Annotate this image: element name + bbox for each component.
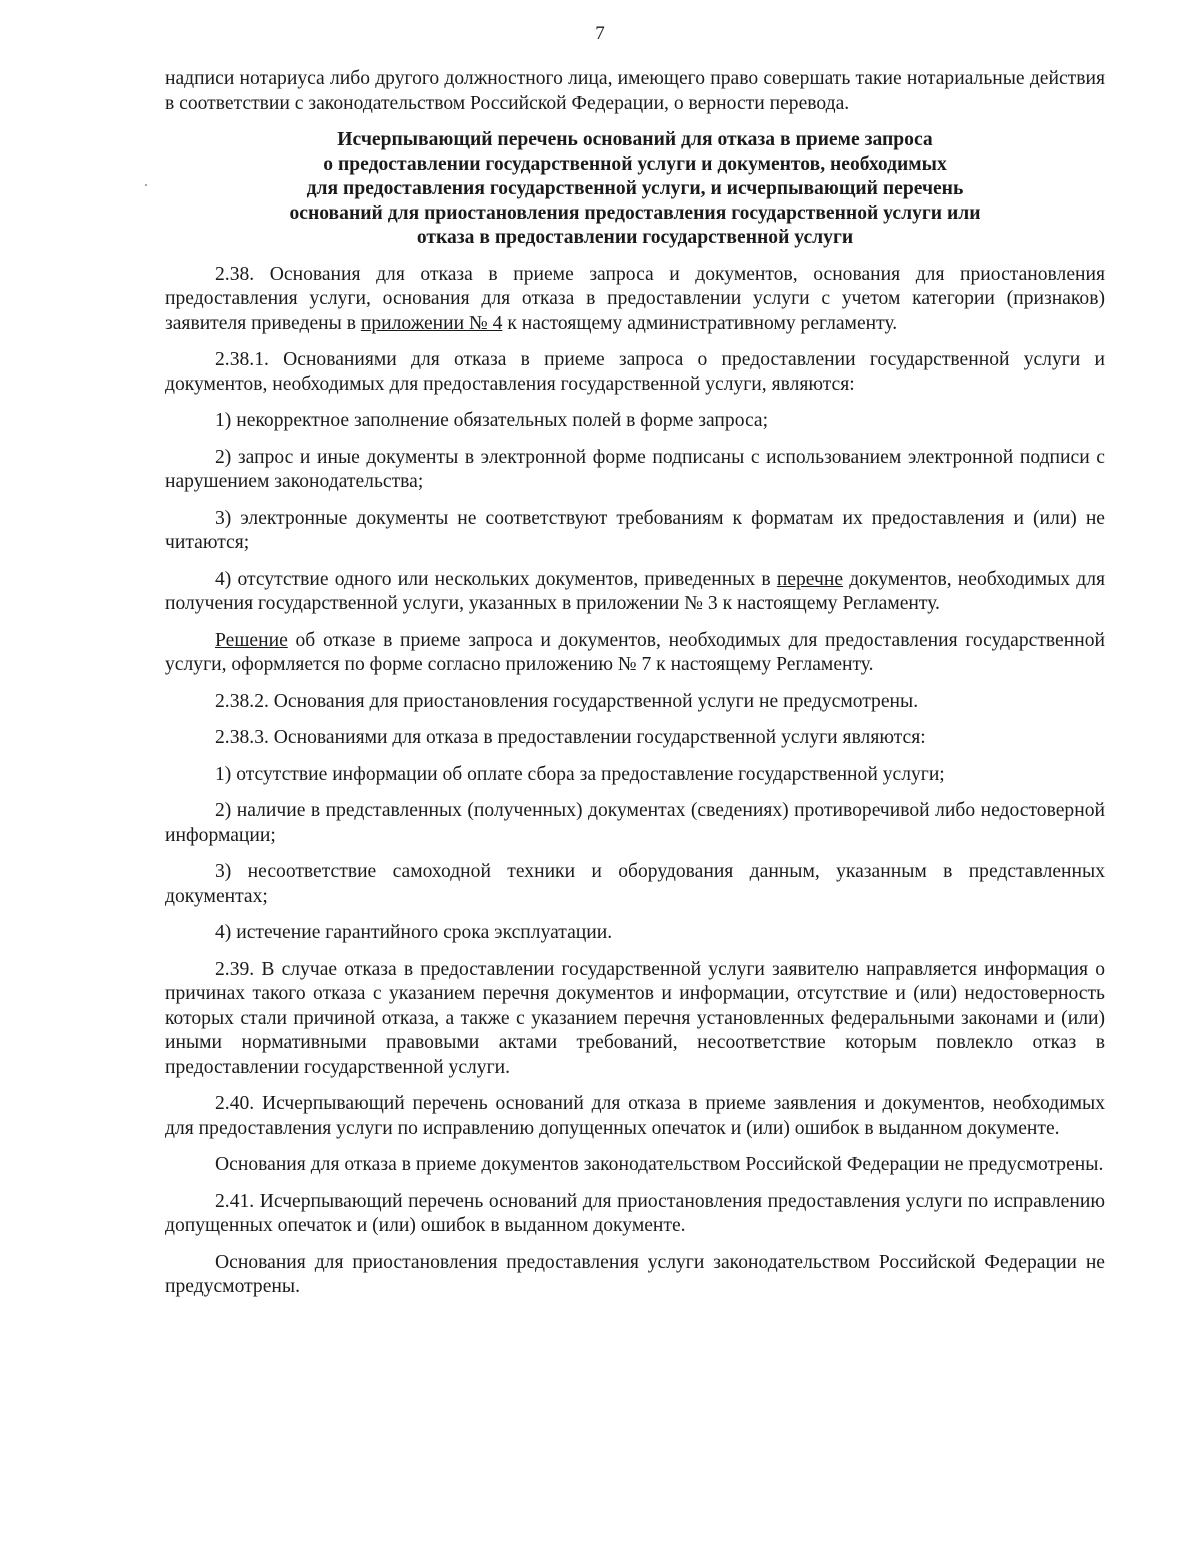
document-body	[165, 67, 1105, 1312]
paragraph-2-38	[165, 263, 1105, 337]
paragraph-2-38-tail: к настоящему административному регламенту.	[502, 312, 898, 334]
paragraph-2-38-text: 2.38. Основания для отказа в приеме запроса и документов, основания для приостановления предоставления услуги, основания для отказа в предоставлении услуги с учетом категории (признаков) заявителя приведены в	[165, 263, 1105, 334]
refusal-reason-1: 1) некорректное заполнение обязательных полей в форме запроса;	[215, 410, 769, 431]
heading-line-4: оснований для приостановления предоставления государственной услуги или	[289, 202, 981, 224]
paragraph-2-40: 2.40. Исчерпывающий перечень оснований для отказа в приеме заявления и документов, необходимых для предоставления услуги по исправлению допущенных опечаток и (или) ошибок в выданном документе.	[165, 1093, 1105, 1139]
paragraph-2-38-3: 2.38.3. Основаниями для отказа в предоставлении государственной услуги являются:	[215, 727, 926, 748]
denial-reason-2: 2) наличие в представленных (полученных) документах (сведениях) противоречивой либо недостоверной информации;	[165, 800, 1105, 846]
heading-line-5: отказа в предоставлении государственной услуги	[416, 227, 854, 248]
heading-line-1: Исчерпывающий перечень оснований для отказа в приеме запроса	[337, 129, 933, 150]
section-heading	[165, 128, 1105, 251]
document-list-link[interactable]: перечне	[776, 568, 844, 590]
refusal-reason-4	[165, 568, 1105, 617]
page-number: 7	[595, 23, 605, 44]
denial-reason-3: 3) несоответствие самоходной техники и оборудования данным, указанным в представленных документах;	[165, 861, 1105, 907]
intro-paragraph: надписи нотариуса либо другого должностного лица, имеющего право совершать такие нотариальные действия в соответствии с законодательством Российской Федерации, о верности перевода.	[165, 68, 1105, 114]
denial-reason-4: 4) истечение гарантийного срока эксплуатации.	[215, 922, 613, 943]
paragraph-2-39: 2.39. В случае отказа в предоставлении государственной услуги заявителю направляется информация о причинах такого отказа с указанием перечня документов и информации, отсутствие и (или) недостоверность которых стали причиной отказа, а также с указанием перечня установленных федеральными законами и (или) иными нормативными правовыми актами требований, несоответствие которым повлекло отказ в предоставлении государственной услуги.	[165, 958, 1105, 1078]
appendix-4-link[interactable]: приложении № 4	[360, 312, 503, 334]
paragraph-2-41: 2.41. Исчерпывающий перечень оснований для приостановления предоставления услуги по исправлению допущенных опечаток и (или) ошибок в выданном документе.	[165, 1190, 1105, 1236]
paragraph-2-38-2: 2.38.2. Основания для приостановления государственной услуги не предусмотрены.	[215, 690, 919, 712]
paragraph-2-38-1: 2.38.1. Основаниями для отказа в приеме запроса о предоставлении государственной услуги и документов, необходимых для предоставления государственной услуги, являются:	[165, 349, 1105, 395]
denial-reason-1: 1) отсутствие информации об оплате сбора за предоставление государственной услуги;	[215, 763, 945, 785]
decision-text: об отказе в приеме запроса и документов, необходимых для предоставления государственной услуги, оформляется по форме согласно приложению № 7 к настоящему Регламенту.	[165, 629, 1105, 675]
heading-line-3: для предоставления государственной услуги, и исчерпывающий перечень	[306, 178, 964, 199]
paragraph-2-41-note: Основания для приостановления предоставления услуги законодательством Российской Федерации не предусмотрены.	[165, 1251, 1105, 1297]
decision-paragraph	[165, 629, 1105, 678]
refusal-reason-3: 3) электронные документы не соответствуют требованиям к форматам их предоставления и (или) не читаются;	[165, 507, 1105, 553]
scan-speck	[145, 184, 147, 186]
decision-link[interactable]: Решение	[215, 629, 288, 651]
heading-line-2: о предоставлении государственной услуги и документов, необходимых	[323, 153, 947, 175]
refusal-reason-4-tail: документов, необходимых для получения государственной услуги, указанных в приложении № 3 к настоящему Регламенту.	[165, 568, 1105, 614]
refusal-reason-4-text: 4) отсутствие одного или нескольких документов, приведенных в	[215, 568, 777, 590]
paragraph-2-40-note: Основания для отказа в приеме документов законодательством Российской Федерации не предусмотрены.	[215, 1154, 1104, 1175]
refusal-reason-2: 2) запрос и иные документы в электронной форме подписаны с использованием электронной подписи с нарушением законодательства;	[165, 446, 1105, 492]
